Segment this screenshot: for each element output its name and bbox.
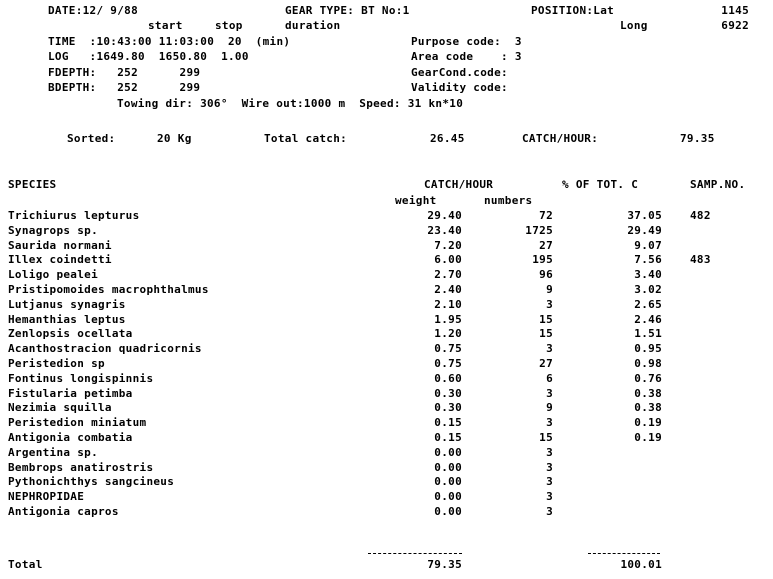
weight-value: 23.40 bbox=[427, 223, 462, 237]
position-label: POSITION:Lat bbox=[531, 4, 615, 17]
table-row bbox=[0, 373, 773, 388]
species-name: Nezimia squilla bbox=[8, 401, 112, 415]
sample-number: 483 bbox=[690, 253, 711, 267]
species-name: Bembrops anatirostris bbox=[8, 460, 154, 474]
weight-value: 0.00 bbox=[434, 460, 462, 474]
purpose-code: Purpose code: 3 bbox=[411, 35, 522, 48]
percent-value: 2.65 bbox=[634, 297, 662, 311]
bdepth-row: BDEPTH: 252 299 bbox=[48, 81, 201, 94]
long-value: 6922 bbox=[721, 19, 749, 32]
weight-value: 0.75 bbox=[434, 342, 462, 356]
total-catch-value: 26.45 bbox=[430, 132, 465, 145]
numbers-value: 3 bbox=[546, 490, 553, 504]
table-row bbox=[0, 328, 773, 343]
weight-value: 1.95 bbox=[434, 312, 462, 326]
weight-value: 29.40 bbox=[427, 209, 462, 222]
fdepth-row: FDEPTH: 252 299 bbox=[48, 66, 201, 79]
weight-value: 0.15 bbox=[434, 416, 462, 430]
start-column-header: start bbox=[148, 19, 183, 32]
table-row bbox=[0, 284, 773, 299]
table-row bbox=[0, 447, 773, 462]
numbers-value: 3 bbox=[546, 505, 553, 518]
species-name: Lutjanus synagris bbox=[8, 297, 126, 311]
table-row bbox=[0, 343, 773, 358]
percent-value: 3.40 bbox=[634, 268, 662, 282]
area-code: Area code : 3 bbox=[411, 50, 522, 63]
log-row: LOG :1649.80 1650.80 1.00 bbox=[48, 50, 249, 63]
total-label: Total bbox=[8, 558, 43, 571]
weight-subheader: weight bbox=[395, 194, 437, 207]
table-row bbox=[0, 314, 773, 329]
table-row bbox=[0, 299, 773, 314]
table-row bbox=[0, 476, 773, 491]
percent-value: 37.05 bbox=[627, 209, 662, 222]
species-name: Illex coindetti bbox=[8, 253, 112, 267]
table-row bbox=[0, 225, 773, 240]
weight-value: 0.00 bbox=[434, 490, 462, 504]
percent-value: 0.95 bbox=[634, 342, 662, 356]
numbers-value: 96 bbox=[539, 268, 553, 282]
species-name: Antigonia capros bbox=[8, 505, 119, 518]
time-row: TIME :10:43:00 11:03:00 20 (min) bbox=[48, 35, 291, 48]
numbers-value: 72 bbox=[539, 209, 553, 222]
numbers-value: 3 bbox=[546, 475, 553, 489]
species-name: Hemanthias leptus bbox=[8, 312, 126, 326]
weight-value: 0.00 bbox=[434, 445, 462, 459]
sample-number: 482 bbox=[690, 209, 711, 222]
weight-value: 2.10 bbox=[434, 297, 462, 311]
numbers-value: 3 bbox=[546, 445, 553, 459]
numbers-value: 3 bbox=[546, 460, 553, 474]
sorted-label: Sorted: bbox=[67, 132, 116, 145]
weight-value: 0.60 bbox=[434, 371, 462, 385]
numbers-value: 27 bbox=[539, 357, 553, 370]
table-row bbox=[0, 417, 773, 432]
table-row bbox=[0, 506, 773, 521]
species-name: Trichiurus lepturus bbox=[8, 209, 140, 222]
species-name: Fontinus longispinnis bbox=[8, 371, 154, 385]
table-row bbox=[0, 388, 773, 403]
validity-code: Validity code: bbox=[411, 81, 508, 94]
species-name: Pristipomoides macrophthalmus bbox=[8, 283, 209, 296]
weight-value: 7.20 bbox=[434, 238, 462, 252]
numbers-value: 27 bbox=[539, 238, 553, 252]
total-catch-label: Total catch: bbox=[264, 132, 348, 145]
date-field: DATE:12/ 9/88 bbox=[48, 4, 138, 17]
stop-column-header: stop bbox=[215, 19, 243, 32]
percent-value: 7.56 bbox=[634, 253, 662, 267]
percent-value: 0.38 bbox=[634, 401, 662, 415]
percent-total-rule bbox=[588, 553, 660, 554]
numbers-value: 15 bbox=[539, 327, 553, 341]
lat-value: 1145 bbox=[721, 4, 749, 17]
numbers-value: 1725 bbox=[525, 223, 553, 237]
weight-total-rule bbox=[368, 553, 462, 554]
total-weight: 79.35 bbox=[427, 558, 462, 571]
percent-value: 29.49 bbox=[627, 223, 662, 237]
weight-value: 0.30 bbox=[434, 386, 462, 400]
numbers-value: 15 bbox=[539, 312, 553, 326]
sorted-value: 20 Kg bbox=[157, 132, 192, 145]
weight-value: 1.20 bbox=[434, 327, 462, 341]
percent-value: 2.46 bbox=[634, 312, 662, 326]
species-name: Fistularia petimba bbox=[8, 386, 133, 400]
species-name: Pythonichthys sangcineus bbox=[8, 475, 175, 489]
species-name: Zenlopsis ocellata bbox=[8, 327, 133, 341]
table-row bbox=[0, 269, 773, 284]
towing-info: Towing dir: 306° Wire out:1000 m Speed: 31 kn*10 bbox=[117, 97, 464, 110]
percent-value: 9.07 bbox=[634, 238, 662, 252]
numbers-value: 15 bbox=[539, 431, 553, 444]
table-row bbox=[0, 491, 773, 506]
species-column-header: SPECIES bbox=[8, 178, 57, 191]
percent-value: 0.98 bbox=[634, 357, 662, 370]
gear-condition-code: GearCond.code: bbox=[411, 66, 508, 79]
weight-value: 2.40 bbox=[434, 283, 462, 296]
numbers-value: 3 bbox=[546, 297, 553, 311]
gear-type-field: GEAR TYPE: BT No:1 bbox=[285, 4, 410, 17]
percent-value: 0.76 bbox=[634, 371, 662, 385]
duration-column-header: duration bbox=[285, 19, 341, 32]
species-name: Peristedion miniatum bbox=[8, 416, 147, 430]
percent-value: 0.38 bbox=[634, 386, 662, 400]
table-row bbox=[0, 254, 773, 269]
percent-value: 0.19 bbox=[634, 431, 662, 444]
numbers-value: 9 bbox=[546, 283, 553, 296]
table-row bbox=[0, 432, 773, 447]
weight-value: 0.15 bbox=[434, 431, 462, 444]
table-row bbox=[0, 210, 773, 225]
numbers-value: 195 bbox=[532, 253, 553, 267]
catch-hour-column-header: CATCH/HOUR bbox=[424, 178, 494, 191]
weight-value: 0.00 bbox=[434, 505, 462, 518]
numbers-value: 3 bbox=[546, 416, 553, 430]
total-percent: 100.01 bbox=[620, 558, 662, 571]
percent-value: 0.19 bbox=[634, 416, 662, 430]
numbers-value: 9 bbox=[546, 401, 553, 415]
species-name: Antigonia combatia bbox=[8, 431, 133, 444]
percent-value: 3.02 bbox=[634, 283, 662, 296]
sample-number-column-header: SAMP.NO. bbox=[690, 178, 746, 191]
table-row bbox=[0, 358, 773, 373]
weight-value: 0.75 bbox=[434, 357, 462, 370]
percent-total-column-header: % OF TOT. C bbox=[562, 178, 639, 191]
catch-per-hour-label: CATCH/HOUR: bbox=[522, 132, 599, 145]
weight-value: 0.30 bbox=[434, 401, 462, 415]
catch-per-hour-value: 79.35 bbox=[680, 132, 715, 145]
species-name: Peristedion sp bbox=[8, 357, 105, 370]
weight-value: 2.70 bbox=[434, 268, 462, 282]
species-name: Loligo pealei bbox=[8, 268, 98, 282]
weight-value: 0.00 bbox=[434, 475, 462, 489]
long-label: Long bbox=[620, 19, 648, 32]
table-row bbox=[0, 462, 773, 477]
numbers-value: 6 bbox=[546, 371, 553, 385]
percent-value: 1.51 bbox=[634, 327, 662, 341]
species-name: Synagrops sp. bbox=[8, 223, 98, 237]
species-name: Argentina sp. bbox=[8, 445, 98, 459]
numbers-subheader: numbers bbox=[484, 194, 533, 207]
numbers-value: 3 bbox=[546, 386, 553, 400]
table-row bbox=[0, 402, 773, 417]
species-name: Saurida normani bbox=[8, 238, 112, 252]
numbers-value: 3 bbox=[546, 342, 553, 356]
species-name: NEPHROPIDAE bbox=[8, 490, 85, 504]
species-name: Acanthostracion quadricornis bbox=[8, 342, 202, 356]
weight-value: 6.00 bbox=[434, 253, 462, 267]
table-row bbox=[0, 240, 773, 255]
